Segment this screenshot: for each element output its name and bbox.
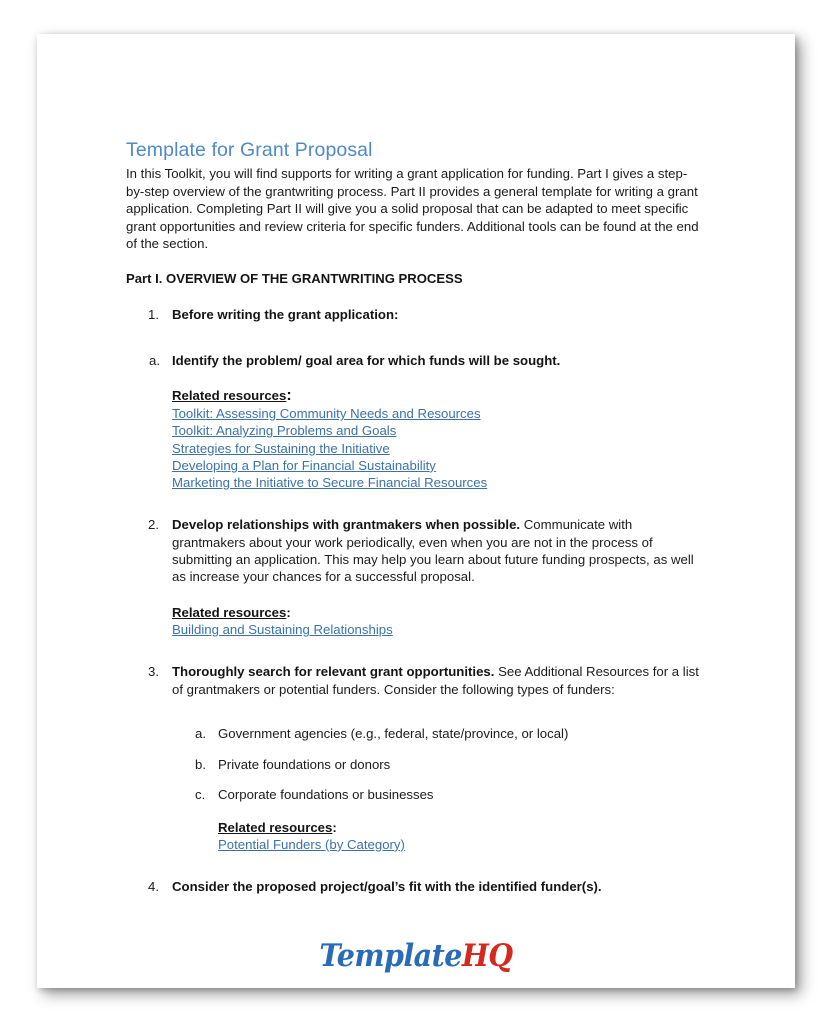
list-item [126,663,701,853]
related-resources-label [172,604,701,621]
list-item [195,725,701,742]
resource-link[interactable]: Toolkit: Assessing Community Needs and Resources [172,406,481,422]
logo-text-hq: HQ [461,938,513,974]
related-resources-colon: : [286,387,292,405]
list-marker: 1. [148,307,159,323]
list-item-text: Corporate foundations or businesses [218,787,434,803]
list-marker: 4. [148,879,159,895]
related-resources-label-text: Related resources [218,819,333,835]
list-item [195,756,701,773]
list-item-bold-text: Consider the proposed project/goal’s fit with the identified funder(s). [172,879,602,895]
resource-link[interactable]: Building and Sustaining Relationships [172,622,393,638]
list-marker: a. [195,726,206,742]
list-item [195,786,701,803]
intro-paragraph: In this Toolkit, you will find supports for writing a grant application for funding. Part I gives a step-by-step overview of the grantwriting process. Part II provides a general template for writing a grant application. Completing Part II will give you a solid proposal that can be adapted to meet specific grant opportunities and review criteria for specific funders. Additional tools can be found at the end of the section. [126,166,699,251]
resource-link[interactable]: Developing a Plan for Financial Sustainability [172,457,436,473]
footer-logo [37,939,795,973]
related-resources-colon: : [286,604,291,620]
list-item-bold-text: Before writing the grant application: [172,307,399,323]
sub-list-group [149,352,701,491]
list-item-bold-text: Identify the problem/ goal area for which funds will be sought. [172,352,561,368]
related-resources-label [172,387,701,405]
related-resources-label [218,819,701,836]
resource-link[interactable]: Strategies for Sustaining the Initiative [172,440,390,456]
list-item-text: Communicate with grantmakers about your work periodically, even when you are not in the process of submitting an application. This may help you learn about future funding prospects, as well as increase your chances for a successful proposal. [172,517,694,585]
list-marker: 2. [148,517,159,533]
list-marker: b. [195,756,206,772]
templatehq-logo [319,939,512,973]
related-resources-colon: : [332,819,337,835]
list-item [149,352,701,369]
list-item-bold-text: Thoroughly search for relevant grant opportunities. [172,664,495,680]
list-item-text: Government agencies (e.g., federal, state/province, or local) [218,726,569,742]
document-body [126,138,701,896]
resource-link[interactable]: Potential Funders (by Category) [218,836,405,852]
list-item-text: See Additional Resources for a list of grantmakers or potential funders. Consider the following types of funders: [172,664,699,697]
list-marker: c. [195,787,206,803]
list-item [126,878,701,895]
related-resources-label-text: Related resources [172,388,287,404]
part-heading: Part I. OVERVIEW OF THE GRANTWRITING PROCESS [126,271,463,287]
resource-link[interactable]: Toolkit: Analyzing Problems and Goals [172,423,397,439]
sub-list-group [195,725,701,853]
list-marker: a. [149,352,160,368]
list-item-bold-text: Develop relationships with grantmakers when possible. [172,517,521,533]
related-resources-block [172,604,701,639]
page-title: Template for Grant Proposal [126,139,373,161]
logo-text-template: Template [319,938,462,974]
document-page [37,34,795,988]
resource-link[interactable]: Marketing the Initiative to Secure Financial Resources [172,475,488,491]
related-resources-block [218,819,701,854]
list-item [126,516,701,638]
related-resources-label-text: Related resources [172,604,287,620]
list-item [126,306,701,323]
related-resources-block [172,387,701,491]
list-item-text: Private foundations or donors [218,756,391,772]
list-marker: 3. [148,664,159,680]
